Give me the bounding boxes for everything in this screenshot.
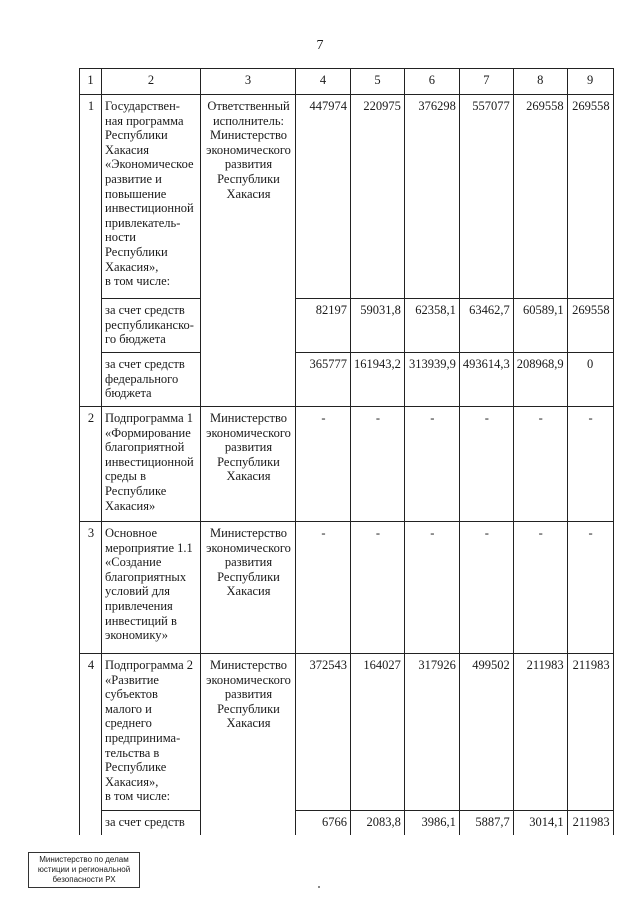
executor-line: Министерство [209, 128, 288, 143]
funding-source [102, 353, 201, 407]
name-line: благоприятных [105, 569, 187, 584]
value-cell: 161943,2 [351, 353, 405, 407]
program-table [79, 68, 614, 835]
name-line: «Формирование [105, 425, 191, 440]
name-line: Республики [105, 128, 168, 143]
value-cell: 211983 [567, 811, 613, 835]
name-line: привлечения [105, 598, 173, 613]
executor-line: развития [224, 157, 273, 172]
executor-line: Республики [217, 454, 280, 469]
stamp-line: Министерство по делам [39, 855, 129, 864]
table-row [80, 654, 614, 811]
name-line: субъектов [105, 687, 158, 702]
value-cell: - [513, 407, 567, 522]
value-cell: 60589,1 [513, 299, 567, 353]
value-cell: 6766 [296, 811, 351, 835]
executor-line: экономического [206, 425, 291, 440]
executor-line: Республики [217, 171, 280, 186]
executor-line: исполнитель: [212, 113, 285, 128]
name-line: Хакасия» [105, 498, 156, 513]
value-cell: 164027 [351, 654, 405, 811]
name-line: за счет средств [105, 815, 185, 829]
value-cell: 59031,8 [351, 299, 405, 353]
executor-line: развития [224, 555, 273, 570]
value-cell: 499502 [459, 654, 513, 811]
value-cell: 0 [567, 353, 613, 407]
name-line: инвестиций в [105, 613, 177, 628]
name-line: повышение [105, 186, 167, 201]
row-number: 1 [80, 95, 102, 407]
name-line: «Развитие [105, 672, 159, 687]
header-cell: 2 [102, 69, 201, 95]
name-line: экономику» [105, 628, 169, 643]
value-cell: 208968,9 [513, 353, 567, 407]
name-line: ности [105, 230, 136, 245]
row-number: 2 [80, 407, 102, 522]
name-line: ная программа [105, 113, 184, 128]
page-number: 7 [316, 38, 324, 53]
name-line: среды в [105, 469, 146, 484]
value-cell: - [351, 407, 405, 522]
table-row [80, 95, 614, 299]
value-cell: - [459, 407, 513, 522]
name-line: Хакасия [105, 142, 149, 157]
name-line: в том числе: [105, 789, 171, 804]
program-name [102, 522, 201, 654]
name-line: Государствен- [105, 99, 180, 113]
executor-line: Министерство [209, 658, 288, 672]
name-line: за счет средств [105, 303, 185, 317]
value-cell: 5887,7 [459, 811, 513, 835]
name-line: «Экономическое [105, 157, 194, 172]
executor-line: Республики [217, 569, 280, 584]
value-cell: - [567, 407, 613, 522]
executor-line: экономического [206, 142, 291, 157]
executor-line: Хакасия [226, 716, 271, 731]
name-line: Основное [105, 526, 158, 540]
value-cell: 269558 [513, 95, 567, 299]
value-cell: 365777 [296, 353, 351, 407]
executor-line: Хакасия [226, 584, 271, 599]
value-cell: - [567, 522, 613, 654]
name-line: республиканско- [105, 317, 194, 332]
value-cell: 211983 [567, 654, 613, 811]
table-row [80, 811, 614, 835]
executor-cell [201, 654, 296, 835]
stamp-line: юстиции и региональной [37, 865, 131, 874]
value-cell: 376298 [404, 95, 459, 299]
header-cell: 8 [513, 69, 567, 95]
funding-source [102, 299, 201, 353]
value-cell: - [459, 522, 513, 654]
value-cell: 62358,1 [404, 299, 459, 353]
value-cell: 372543 [296, 654, 351, 811]
name-line: Хакасия», [105, 259, 159, 274]
name-line: Республике [105, 760, 167, 775]
executor-cell [201, 407, 296, 522]
executor-line: экономического [206, 540, 291, 555]
header-cell: 7 [459, 69, 513, 95]
name-line: малого и [105, 701, 152, 716]
value-cell: - [404, 407, 459, 522]
name-line: Подпрограмма 2 [105, 658, 194, 672]
name-line: в том числе: [105, 274, 171, 289]
executor-line: Министерство [209, 526, 288, 540]
executor-line: Хакасия [226, 186, 271, 201]
value-cell: 82197 [296, 299, 351, 353]
value-cell: - [404, 522, 459, 654]
value-cell: 313939,9 [404, 353, 459, 407]
value-cell: 269558 [567, 95, 613, 299]
table-row [80, 353, 614, 407]
name-line: инвестиционной [105, 454, 194, 469]
name-line: условий для [105, 584, 171, 599]
table-row [80, 299, 614, 353]
executor-line: Министерство [209, 411, 288, 425]
header-cell: 9 [567, 69, 613, 95]
value-cell: 63462,7 [459, 299, 513, 353]
executor-cell [201, 95, 296, 407]
name-line: мероприятие 1.1 [105, 540, 193, 555]
value-cell: - [296, 407, 351, 522]
header-cell: 4 [296, 69, 351, 95]
name-line: Республике [105, 483, 167, 498]
scan-speck [318, 886, 320, 888]
name-line: за счет средств [105, 357, 185, 371]
name-line: предпринима- [105, 730, 181, 745]
header-row [80, 69, 614, 95]
header-cell: 1 [80, 69, 102, 95]
stamp-line: безопасности РХ [52, 875, 116, 884]
value-cell: - [351, 522, 405, 654]
value-cell: 493614,3 [459, 353, 513, 407]
row-number: 4 [80, 654, 102, 835]
value-cell: 317926 [404, 654, 459, 811]
name-line: развитие и [105, 171, 162, 186]
value-cell: 3014,1 [513, 811, 567, 835]
executor-cell [201, 522, 296, 654]
table-row [80, 407, 614, 522]
header-cell: 6 [404, 69, 459, 95]
registration-stamp [28, 852, 140, 888]
name-line: Хакасия», [105, 774, 159, 789]
name-line: го бюджета [105, 332, 166, 347]
program-name [102, 95, 201, 299]
header-cell: 5 [351, 69, 405, 95]
executor-line: развития [224, 440, 273, 455]
value-cell: 2083,8 [351, 811, 405, 835]
value-cell: 447974 [296, 95, 351, 299]
value-cell: 211983 [513, 654, 567, 811]
name-line: благоприятной [105, 440, 185, 455]
value-cell: 220975 [351, 95, 405, 299]
value-cell: 269558 [567, 299, 613, 353]
program-name [102, 654, 201, 811]
executor-line: Республики [217, 701, 280, 716]
name-line: среднего [105, 716, 152, 731]
value-cell: - [513, 522, 567, 654]
program-name [102, 407, 201, 522]
executor-line: Хакасия [226, 469, 271, 484]
name-line: привлекатель- [105, 215, 181, 230]
name-line: бюджета [105, 386, 152, 401]
value-cell: - [296, 522, 351, 654]
value-cell: 3986,1 [404, 811, 459, 835]
funding-source [102, 811, 201, 835]
name-line: Республики [105, 244, 168, 259]
table-row [80, 522, 614, 654]
name-line: тельства в [105, 745, 160, 760]
value-cell: 557077 [459, 95, 513, 299]
header-cell: 3 [201, 69, 296, 95]
name-line: «Создание [105, 555, 162, 570]
name-line: Подпрограмма 1 [105, 411, 194, 425]
executor-line: экономического [206, 672, 291, 687]
executor-line: развития [224, 687, 273, 702]
name-line: инвестиционной [105, 201, 194, 216]
executor-line: Ответственный [207, 99, 290, 113]
row-number: 3 [80, 522, 102, 654]
name-line: федерального [105, 371, 179, 386]
